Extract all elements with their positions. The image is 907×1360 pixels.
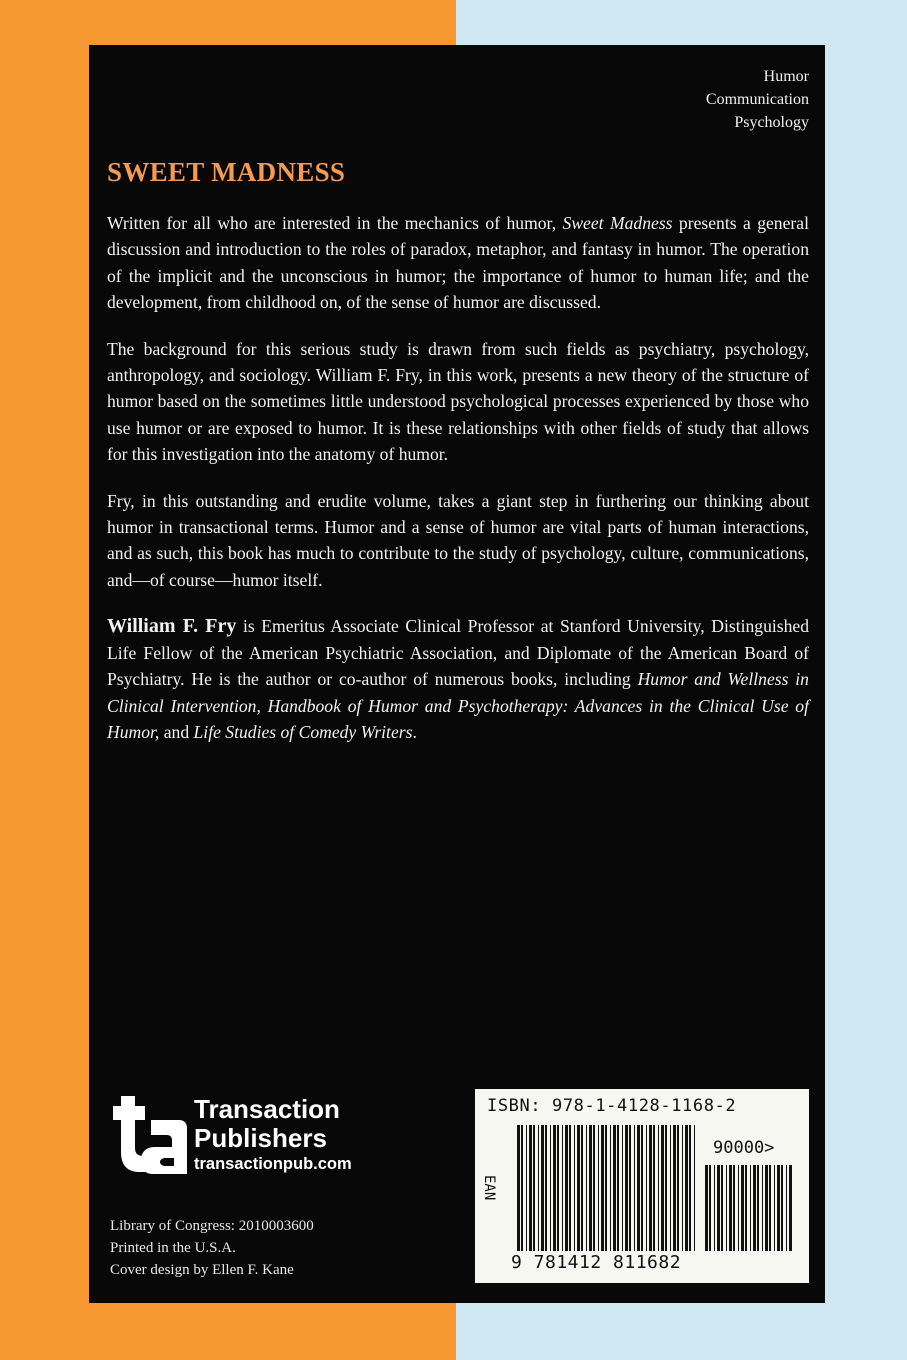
barcode-bar	[694, 1125, 695, 1251]
barcode-bar	[709, 1165, 711, 1251]
barcode-bar	[689, 1125, 691, 1251]
barcode-bar	[601, 1125, 604, 1251]
barcode-bar	[658, 1125, 659, 1251]
colophon	[110, 1215, 314, 1281]
barcode-bar	[593, 1125, 595, 1251]
ean-digits: 9 781412 811682	[511, 1252, 682, 1273]
barcode-bar	[714, 1165, 715, 1251]
barcode-bar	[545, 1125, 547, 1251]
barcode-bar	[726, 1165, 727, 1251]
barcode-bar	[637, 1125, 640, 1251]
publisher-url: transactionpub.com	[194, 1155, 352, 1173]
blurb-paragraph-1	[107, 210, 809, 316]
barcode-bar	[569, 1125, 571, 1251]
barcode-bar	[586, 1125, 587, 1251]
barcode-bar	[661, 1125, 664, 1251]
bio-text-1: is Emeritus Associate Clinical Professor at Stanford University, Distinguished Life Fellow of the American Psychiatric Association, and Diplomate of the American Board of Psychiatry. He is the author or co-author of numerous books, including	[107, 616, 810, 690]
barcode-bar	[605, 1125, 607, 1251]
barcode-bar	[557, 1125, 559, 1251]
isbn-barcode	[475, 1089, 809, 1283]
barcode-bar	[665, 1125, 667, 1251]
barcode-bar	[721, 1165, 723, 1251]
barcode-bar	[526, 1125, 527, 1251]
barcode-bar	[774, 1165, 775, 1251]
barcode-bar	[649, 1125, 652, 1251]
bio-text-3: .	[412, 721, 417, 742]
subject-categories	[706, 65, 809, 134]
barcode-bar	[529, 1125, 532, 1251]
barcode-bar	[610, 1125, 611, 1251]
barcode-bar	[765, 1165, 768, 1251]
p1-title-italic: Sweet Madness	[562, 213, 673, 233]
barcode-bar	[646, 1125, 647, 1251]
barcode-bar	[745, 1165, 747, 1251]
bio-book-list: Humor and Wellness in Clinical Intervention, Handbook of Humor and Psychotherapy: Advances in the Clinical Use of Humor,	[107, 669, 809, 742]
barcode-bar	[741, 1165, 744, 1251]
subject-psychology: Psychology	[734, 114, 809, 131]
barcode-bar	[738, 1165, 739, 1251]
barcode-bar	[574, 1125, 575, 1251]
barcode-bar	[753, 1165, 756, 1251]
blurb-paragraph-3: Fry, in this outstanding and erudite volume, takes a giant step in furthering our thinking about humor in transactional terms. Humor and a sense of humor are vital parts of human interactions, and as such, this book has much to contribute to the study of psychology, culture, communications, and—of course—humor itself.	[107, 490, 809, 590]
cover-design-credit: Cover design by Ellen F. Kane	[110, 1262, 294, 1278]
publisher-logo-icon	[107, 1092, 187, 1178]
barcode-bar	[517, 1125, 520, 1251]
blurb-paragraph-2: The background for this serious study is drawn from such fields as psychiatry, psychology, anthropology, and sociology. William F. Fry, in this work, presents a new theory of the structure of humor based on the sometimes little understood psychological processes experienced by those who use humor or are exposed to humor. It is these relationships with other fields of study that allows for this investigation into the anatomy of humor.	[107, 338, 809, 465]
barcode-bar	[553, 1125, 556, 1251]
barcode-bar	[729, 1165, 732, 1251]
barcode-bar	[521, 1125, 523, 1251]
author-name: William F. Fry	[107, 615, 237, 638]
barcode-bar	[733, 1165, 735, 1251]
barcode-bar	[670, 1125, 671, 1251]
barcode-bar	[538, 1125, 539, 1251]
barcode-bar	[762, 1165, 763, 1251]
barcode-bar	[685, 1125, 688, 1251]
printed-in: Printed in the U.S.A.	[110, 1240, 236, 1256]
barcode-bar	[617, 1125, 619, 1251]
barcode-bar	[769, 1165, 771, 1251]
subject-humor: Humor	[763, 68, 809, 85]
price-code: 90000>	[713, 1138, 775, 1158]
publisher-name-line-2: Publishers	[194, 1123, 327, 1153]
bio-book-last: Life Studies of Comedy Writers	[193, 721, 413, 742]
back-cover-panel	[89, 45, 825, 1303]
barcode-bar	[682, 1125, 683, 1251]
p1-text-after: presents a general discussion and introduction to the roles of paradox, metaphor, and fantasy in humor. The operation of the implicit and the unconscious in humor; the importance of humor to human life; and the development, from childhood on, of the sense of humor are discussed.	[107, 213, 809, 313]
barcode-bar	[781, 1165, 783, 1251]
barcode-bar	[629, 1125, 631, 1251]
subject-communication: Communication	[705, 91, 809, 108]
ean-label: EAN	[481, 1175, 497, 1201]
barcode-bar	[673, 1125, 676, 1251]
barcode-bar	[677, 1125, 679, 1251]
bio-text-2: and	[159, 721, 194, 742]
barcode-bar	[717, 1165, 720, 1251]
p1-text-before: Written for all who are interested in the mechanics of humor,	[107, 213, 563, 233]
barcode-bar	[625, 1125, 628, 1251]
author-bio	[107, 613, 809, 745]
barcode-bar	[541, 1125, 544, 1251]
barcode-bar	[705, 1165, 708, 1251]
barcode-bar	[777, 1165, 780, 1251]
barcode-bar	[613, 1125, 616, 1251]
barcode-bar	[622, 1125, 623, 1251]
book-title: SWEET MADNESS	[107, 157, 346, 187]
publisher-name-line-1: Transaction	[194, 1094, 340, 1124]
barcode-bar	[533, 1125, 535, 1251]
isbn-number: ISBN: 978-1-4128-1168-2	[487, 1096, 737, 1116]
barcode-bar	[562, 1125, 563, 1251]
barcode-bar	[641, 1125, 643, 1251]
barcode-bar	[589, 1125, 592, 1251]
barcode-bar	[653, 1125, 655, 1251]
blurb	[107, 210, 809, 765]
barcode-bar	[750, 1165, 751, 1251]
barcode-bar	[789, 1165, 792, 1251]
barcode-bar	[565, 1125, 568, 1251]
barcode-bar	[757, 1165, 759, 1251]
barcode-bar	[598, 1125, 599, 1251]
barcode-bar	[786, 1165, 787, 1251]
library-of-congress: Library of Congress: 2010003600	[110, 1218, 314, 1234]
barcode-bar	[550, 1125, 551, 1251]
publisher-name	[194, 1095, 340, 1153]
barcode-bar	[634, 1125, 635, 1251]
barcode-bar	[581, 1125, 583, 1251]
barcode-bar	[577, 1125, 580, 1251]
